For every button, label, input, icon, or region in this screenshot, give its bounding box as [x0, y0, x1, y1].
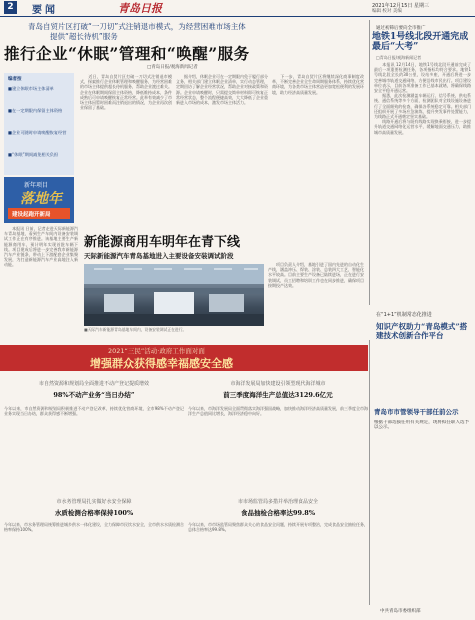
editor-note-heading: 编者按	[8, 77, 22, 82]
lead-headline: 推行企业“休眠”管理和“唤醒”服务	[4, 44, 250, 63]
notice-issuer: 中共青岛市委组织部	[380, 609, 421, 614]
project-year-big: 落地年	[20, 191, 62, 207]
article2-body-col-1: 本报讯 日前，记者走进天际新能源汽车青岛基地，看到生产车间内设备安装调试工作正在有序推进。该基地主要生产新能源商用车，预计明年实现首批车辆下线。项目建成后将进一步完善我市新能源汽车产业链条，带动上下游配套企业集聚发展，为打造新能源汽车产业高地注入新动能。	[4, 226, 78, 268]
article-body: 今年以来，市自然资源和规划局积极推进不动产登记改革，持续优化营商环境，全市98%不动产登记业务实现当日办结，群众获得感不断增强。	[4, 406, 184, 417]
article-headline: 水质检测合格率保持100%	[54, 509, 134, 517]
lead-body-col-3: 下一步，青岛自贸片区将继续深化商事制度改革，不断完善企业全生命周期服务体系，持续优化营商环境，为各类市场主体营造更加宽松便利的发展环境，助力经济高质量发展。	[272, 74, 364, 95]
right-mid-headline: 知识产权助力“青岛模式”搭建技术创新合作平台	[376, 322, 468, 340]
editor-note-bullet: ■“休眠”期间减免相关负担	[8, 152, 59, 157]
column-divider-2	[369, 340, 370, 605]
right-body: 本报讯 12月14日，地铁1号线北段开通前完成了最后一项重要检测任务，各项指标均符合要求。地铁1号线北段全长约30公里，设站多座，开通后将进一步完善城市轨道交通网络，方便沿线市民出行。项目建设单位表示，目前各项准备工作已基本就绪，将确保线路安全平稳开通运营。 据悉，此次检测涵盖车辆运行、信号系统、供电系统、通信系统等多个方面，检测团队对全线设施设备进行了全面细致的检查，确保各系统稳定可靠。相关部门还组织开展了多场应急演练，提升突发事件处置能力，为线路正式开通奠定坚实基础。 线路开通后将与既有线路实现换乘衔接，进一步提升轨道交通网络化运营水平，缓解地面交通压力，助推城市高质量发展。	[374, 62, 471, 135]
right-mid-kicker: 在“1+1”机制常态化推进	[376, 312, 432, 318]
right-byline: □青岛日报/观海新闻记者	[376, 55, 422, 60]
editors-line: 编辑 校对 美编	[372, 9, 402, 14]
article2-headline: 新能源商用车明年在青下线	[84, 235, 241, 250]
right-headline: 地铁1号线北段开通完成最后“大考”	[372, 32, 469, 52]
article2-body-col-2: 项目负责人介绍，基地引进了国内先进的自动化生产线，涵盖冲压、焊装、涂装、总装四大工艺，智能化水平较高。目前主要生产设备已陆续进场，正在进行安装调试，员工招聘和培训工作也在同步推进，确保项目按期投产达效。	[268, 262, 364, 288]
page-number: 2	[4, 1, 17, 14]
article-headline: 食品抽检合格率达99.8%	[240, 509, 315, 517]
factory-photo	[84, 264, 264, 326]
article-kicker: 市海洋发展局加快建设引领型现代海洋城市	[230, 381, 326, 387]
public-notice-body: 根据干部选拔任用有关规定，现将拟任职人选予以公示。	[374, 420, 469, 431]
project-year-small: 新年项目	[24, 182, 49, 189]
masthead-logo: 青岛日报	[118, 2, 162, 15]
article-body: 今年以来，市市场监管局聚焦群众关心的食品安全问题，持续开展专项整治，完成食品安全抽检任务，总体合格率达99.8%。	[188, 522, 368, 533]
lead-body-col-1: 近日，青岛自贸片区打破一刀切式注销退市模式，探索推行企业休眠管理和唤醒服务，为经营困难的市场主体提供超长待机服务，帮助企业渡过难关。企业在休眠期间保留主体资格，降低维持成本，条件成熟后可申请唤醒恢复正常经营。此举有效减少了市场主体因暂时困难而注销退出的情况，为企业再次创业保留了基础。	[80, 74, 172, 111]
article-headline: 98%不动产业务“当日办结”	[53, 391, 135, 399]
section-title: 要闻	[32, 5, 58, 16]
factory-photo-illustration	[84, 264, 264, 326]
issue-date: 2021年12月15日 星期三	[372, 3, 430, 9]
editor-note-bullet: ■建立休眠市场主体清单	[8, 86, 54, 91]
article-body: 今年以来，市海洋发展局全面贯彻落实海洋强国战略，加快推动海洋经济高质量发展，前三季度全市海洋生产总值同比增长，海洋经济稳中向好。	[188, 406, 368, 417]
lead-kicker-2: 提供“超长待机”服务	[50, 32, 118, 41]
lead-body-col-2: 据介绍，休眠企业可在一定期限内免于履行部分义务，相关部门建立休眠企业清单，实行动态管理，定期回访了解企业经营状况，帮助企业对接政策和资源。企业申请唤醒时，只需提交简单材料即可恢复正常经营状态，整个流程便捷高效，大大降低了企业重新进入市场的成本，激发市场主体活力。	[176, 74, 268, 106]
article2-subtitle: 天际新能源汽车青岛基地进入主要设备安装调试阶段	[84, 252, 234, 260]
campaign-banner-sub: 2021“三民”活动·政府工作面对面	[108, 347, 205, 355]
column-divider	[369, 20, 370, 305]
article-kicker: 市自然资源和规划局全面推进不动产登记提质增效	[38, 381, 149, 387]
photo-caption: ■天际汽车新能源青岛基地车间内，设备安装调试正在进行。	[84, 327, 187, 332]
article-kicker: 市水务管理局扎实做好水安全保障	[56, 499, 132, 505]
editor-note-bullet: ■在一定期限内保留主体资格	[8, 108, 63, 113]
editor-note-bullet: ■企业可随时申请唤醒恢复经营	[8, 130, 67, 135]
article-kicker: 市市场监管局多措并举治理食品安全	[237, 499, 318, 505]
campaign-banner-main: 增强群众获得感幸福感安全感	[90, 357, 233, 370]
right-kicker: 通过初筛后要向全市推广	[376, 26, 426, 31]
article-body: 今年以来，市水务管理局统筹推进城乡供水一体化建设，全力保障市民饮水安全，全市供水水质检测合格率保持100%。	[4, 522, 184, 533]
public-notice-headline: 青岛市市管领导干部任前公示	[374, 408, 459, 416]
article-headline: 前三季度海洋生产总值达3129.6亿元	[223, 391, 333, 399]
lead-kicker: 青岛自贸片区打破“一刀切”式注销退市模式，为经营困难市场主体	[28, 22, 246, 31]
project-year-bar-text: 建设起跑开新局	[12, 212, 51, 218]
lead-byline: □青岛日报/观海新闻记者	[147, 65, 198, 70]
